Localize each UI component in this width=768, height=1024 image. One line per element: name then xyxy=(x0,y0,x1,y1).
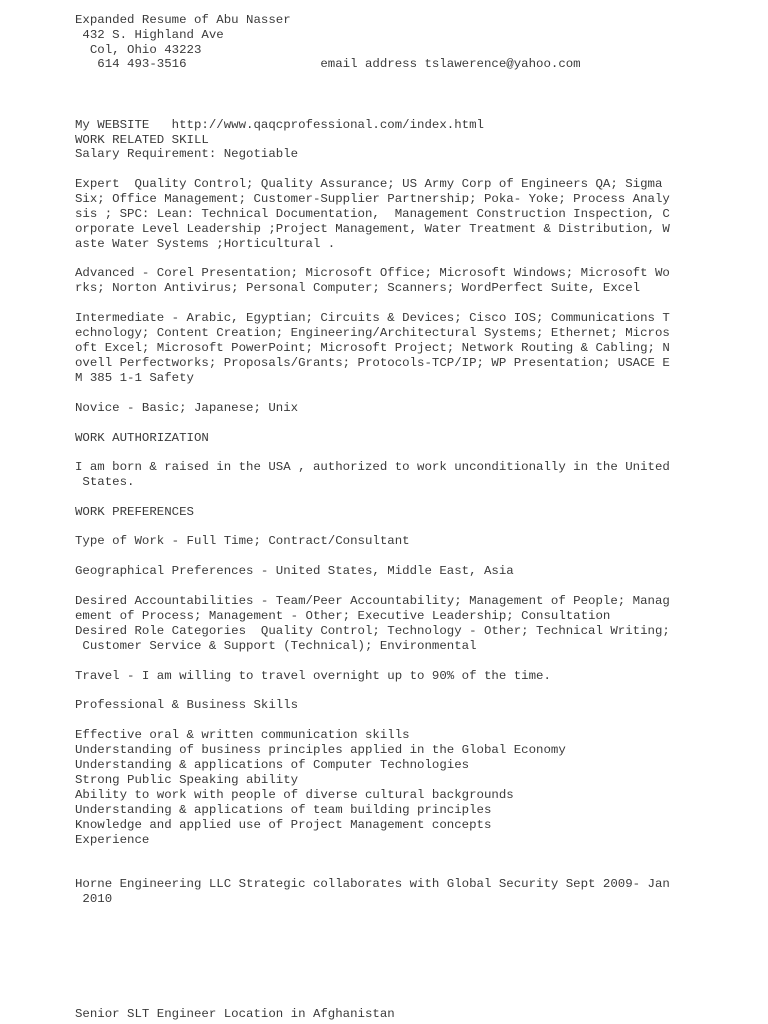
skills-heading: Professional & Business Skills xyxy=(75,698,299,712)
phone-email-line: 614 493-3516 email address tslawerence@yahoo.com xyxy=(75,57,581,71)
skill-item: Strong Public Speaking ability xyxy=(75,773,299,787)
senior-engineer-line: Senior SLT Engineer Location in Afghanistan xyxy=(75,1007,395,1021)
advanced-line: Advanced - Corel Presentation; Microsoft Office; Microsoft Windows; Microsoft Wo xyxy=(75,266,670,280)
intermediate-line: Intermediate - Arabic, Egyptian; Circuits & Devices; Cisco IOS; Communications T xyxy=(75,311,670,325)
salary-line: Salary Requirement: Negotiable xyxy=(75,147,299,161)
skill-item: Understanding & applications of team building principles xyxy=(75,803,492,817)
horne-engineering-line: 2010 xyxy=(75,892,113,906)
expert-line: aste Water Systems ;Horticultural . xyxy=(75,237,336,251)
website-line: My WEBSITE http://www.qaqcprofessional.com/index.html xyxy=(75,118,484,132)
geographical-line: Geographical Preferences - United States, Middle East, Asia xyxy=(75,564,514,578)
authorization-line: I am born & raised in the USA , authorized to work unconditionally in the United xyxy=(75,460,670,474)
address-city: Col, Ohio 43223 xyxy=(75,43,202,57)
advanced-line: rks; Norton Antivirus; Personal Computer; Scanners; WordPerfect Suite, Excel xyxy=(75,281,641,295)
skill-item: Understanding & applications of Computer Technologies xyxy=(75,758,470,772)
address-street: 432 S. Highland Ave xyxy=(75,28,224,42)
skill-item: Understanding of business principles applied in the Global Economy xyxy=(75,743,566,757)
authorization-line: States. xyxy=(75,475,135,489)
work-authorization-heading: WORK AUTHORIZATION xyxy=(75,431,209,445)
work-related-skill-heading: WORK RELATED SKILL xyxy=(75,133,209,147)
intermediate-line: echnology; Content Creation; Engineering/Architectural Systems; Ethernet; Micros xyxy=(75,326,670,340)
novice-line: Novice - Basic; Japanese; Unix xyxy=(75,401,299,415)
type-of-work-line: Type of Work - Full Time; Contract/Consultant xyxy=(75,534,410,548)
intermediate-line: M 385 1-1 Safety xyxy=(75,371,194,385)
experience-heading: Experience xyxy=(75,833,150,847)
work-preferences-heading: WORK PREFERENCES xyxy=(75,505,194,519)
horne-engineering-line: Horne Engineering LLC Strategic collaborates with Global Security Sept 2009- Jan xyxy=(75,877,670,891)
accountabilities-line: Desired Accountabilities - Team/Peer Accountability; Management of People; Manag xyxy=(75,594,670,608)
travel-line: Travel - I am willing to travel overnight up to 90% of the time. xyxy=(75,669,551,683)
role-categories-line: Customer Service & Support (Technical); Environmental xyxy=(75,639,477,653)
expert-line: Expert Quality Control; Quality Assurance; US Army Corp of Engineers QA; Sigma xyxy=(75,177,663,191)
expert-line: orporate Level Leadership ;Project Management, Water Treatment & Distribution, W xyxy=(75,222,670,236)
resume-title: Expanded Resume of Abu Nasser xyxy=(75,13,291,27)
accountabilities-line: ement of Process; Management - Other; Executive Leadership; Consultation xyxy=(75,609,611,623)
skill-item: Ability to work with people of diverse cultural backgrounds xyxy=(75,788,514,802)
skill-item: Knowledge and applied use of Project Management concepts xyxy=(75,818,492,832)
intermediate-line: oft Excel; Microsoft PowerPoint; Microsoft Project; Network Routing & Cabling; N xyxy=(75,341,670,355)
skill-item: Effective oral & written communication skills xyxy=(75,728,410,742)
expert-line: Six; Office Management; Customer-Supplier Partnership; Poka- Yoke; Process Analy xyxy=(75,192,670,206)
intermediate-line: ovell Perfectworks; Proposals/Grants; Protocols-TCP/IP; WP Presentation; USACE E xyxy=(75,356,670,370)
expert-line: sis ; SPC: Lean: Technical Documentation, Management Construction Inspection, C xyxy=(75,207,670,221)
role-categories-line: Desired Role Categories Quality Control; Technology - Other; Technical Writing; xyxy=(75,624,670,638)
